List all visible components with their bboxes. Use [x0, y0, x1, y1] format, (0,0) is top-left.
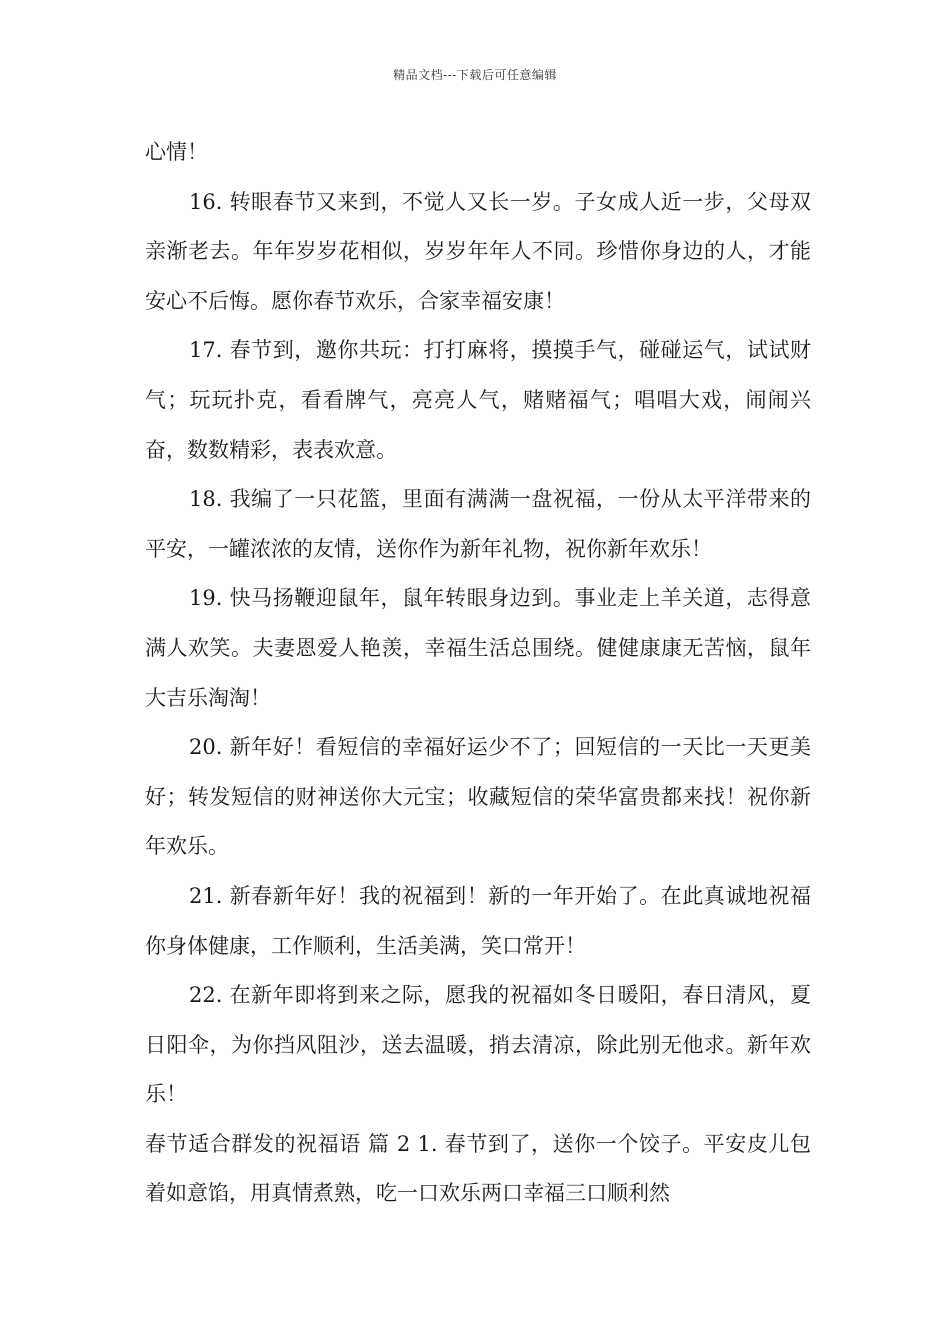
document-body — [145, 128, 811, 1219]
paragraph: 20. 新年好！看短信的幸福好运少不了；回短信的一天比一天更美好；转发短信的财神送你大元宝；收藏短信的荣华富贵都来找！祝你新年欢乐。 — [145, 735, 811, 859]
paragraph: 18. 我编了一只花篮，里面有满满一盘祝福，一份从太平洋带来的平安，一罐浓浓的友情，送你作为新年礼物，祝你新年欢乐！ — [145, 487, 811, 561]
paragraph: 19. 快马扬鞭迎鼠年，鼠年转眼身边到。事业走上羊关道，志得意满人欢笑。夫妻恩爱人艳羡，幸福生活总围绕。健健康康无苦恼，鼠年大吉乐淘淘！ — [145, 586, 811, 710]
paragraph: 心情！ — [145, 140, 208, 164]
section-heading-paragraph: 春节适合群发的祝福语 篇 2 1. 春节到了，送你一个饺子。平安皮儿包着如意馅，用真情煮熟，吃一口欢乐两口幸福三口顺利然 — [145, 1131, 811, 1206]
paragraph: 22. 在新年即将到来之际，愿我的祝福如冬日暖阳，春日清风，夏日阳伞，为你挡风阻沙，送去温暖，捎去清凉，除此别无他求。新年欢乐！ — [145, 983, 811, 1107]
paragraph: 21. 新春新年好！我的祝福到！新的一年开始了。在此真诚地祝福你身体健康，工作顺利，生活美满，笑口常开！ — [145, 883, 811, 958]
paragraph: 16. 转眼春节又来到，不觉人又长一岁。子女成人近一步，父母双亲渐老去。年年岁岁花相似，岁岁年年人不同。珍惜你身边的人，才能安心不后悔。愿你春节欢乐，合家幸福安康！ — [145, 189, 811, 313]
paragraph: 17. 春节到，邀你共玩：打打麻将，摸摸手气，碰碰运气，试试财气；玩玩扑克，看看牌气，亮亮人气，赌赌福气；唱唱大戏，闹闹兴奋，数数精彩，表表欢意。 — [145, 338, 811, 462]
page-header: 精品文档---下载后可任意编辑 — [393, 68, 557, 82]
